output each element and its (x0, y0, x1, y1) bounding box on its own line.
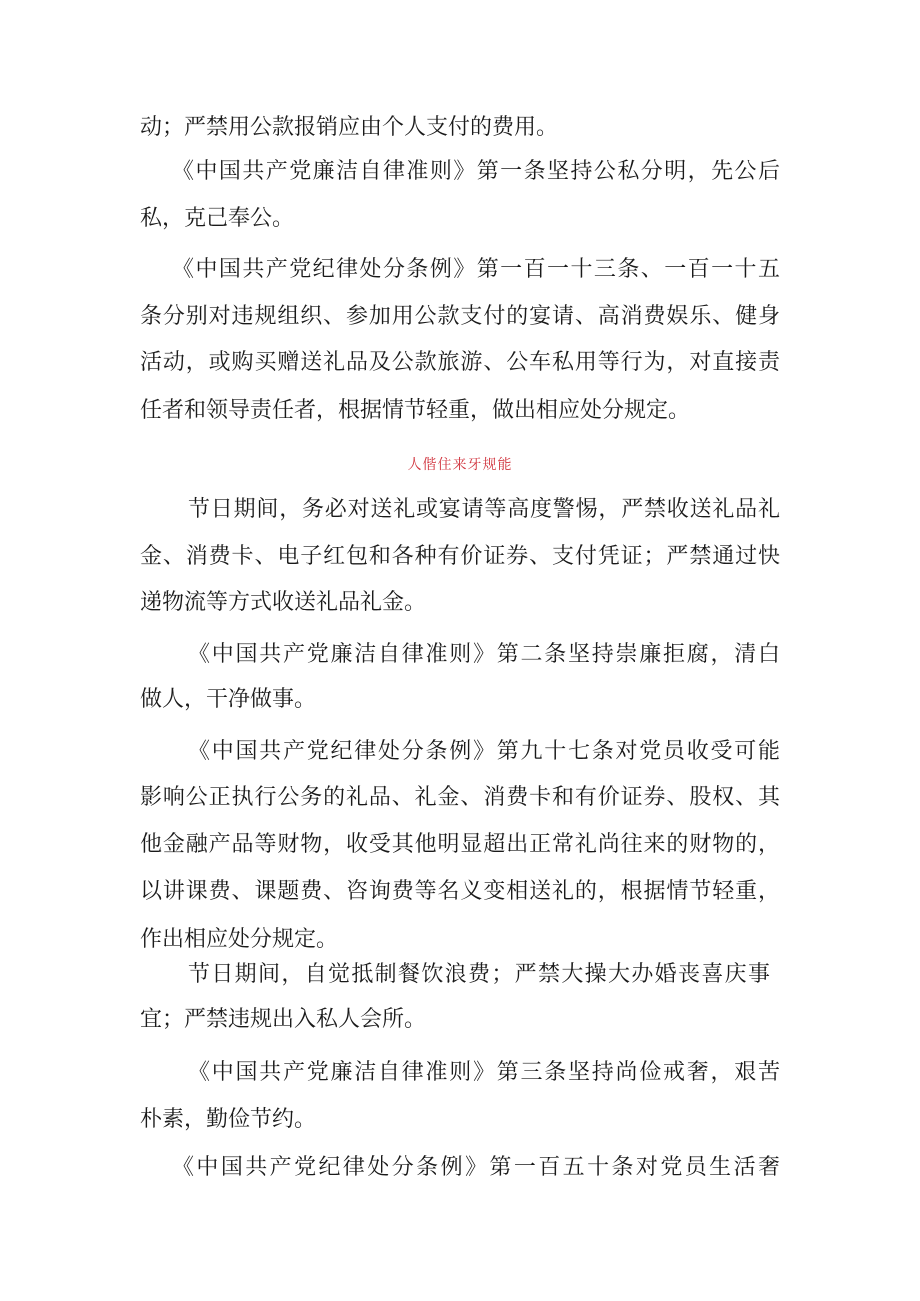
paragraph-line: 《中国共产党廉洁自律准则》第二条坚持崇廉拒腐，清白 (188, 642, 780, 667)
paragraph-line: 《中国共产党纪律处分条例》第一百一十三条、一百一十五 (172, 257, 780, 282)
paragraph-line: 《中国共产党纪律处分条例》第九十七条对党员收受可能 (188, 739, 780, 764)
paragraph-line: 递物流等方式收送礼品礼金。 (140, 590, 427, 615)
paragraph-line: 朴素，勤俭节约。 (140, 1107, 317, 1132)
paragraph-line: 《中国共产党廉洁自律准则》第三条坚持尚俭戒奢，艰苦 (188, 1060, 780, 1085)
paragraph-line: 条分别对违规组织、参加用公款支付的宴请、高消费娱乐、健身 (140, 304, 780, 329)
paragraph-line: 活动，或购买赠送礼品及公款旅游、公车私用等行为，对直接责 (140, 350, 780, 375)
paragraph-line: 做人，干净做事。 (140, 687, 317, 712)
paragraph-line: 任者和领导责任者，根据情节轻重，做出相应处分规定。 (140, 398, 691, 423)
paragraph-line: 节日期间，自觉抵制餐饮浪费；严禁大操大办婚丧喜庆事 (188, 962, 770, 987)
paragraph-line: 影响公正执行公务的礼品、礼金、消费卡和有价证券、股权、其 (140, 785, 780, 810)
paragraph-line: 《中国共产党纪律处分条例》第一百五十条对党员生活奢 (172, 1155, 780, 1180)
paragraph-line: 以讲课费、课题费、咨询费等名义变相送礼的，根据情节轻重， (140, 879, 780, 904)
paragraph-line: 私，克己奉公。 (140, 206, 295, 231)
paragraph-line: 他金融产品等财物，收受其他明显超出正常礼尚往来的财物的， (140, 832, 780, 857)
section-heading: 人偕住来牙规能 (407, 457, 513, 473)
paragraph-line: 《中国共产党廉洁自律准则》第一条坚持公私分明，先公后 (172, 159, 780, 184)
paragraph-line: 宜；严禁违规出入私人会所。 (140, 1007, 427, 1032)
paragraph-line: 金、消费卡、电子红包和各种有价证券、支付凭证；严禁通过快 (140, 544, 780, 569)
paragraph-line: 动；严禁用公款报销应由个人支付的费用。 (140, 115, 559, 140)
paragraph-line: 作出相应处分规定。 (140, 927, 339, 952)
paragraph-line: 节日期间，务必对送礼或宴请等高度警惕，严禁收送礼品礼 (188, 497, 780, 522)
